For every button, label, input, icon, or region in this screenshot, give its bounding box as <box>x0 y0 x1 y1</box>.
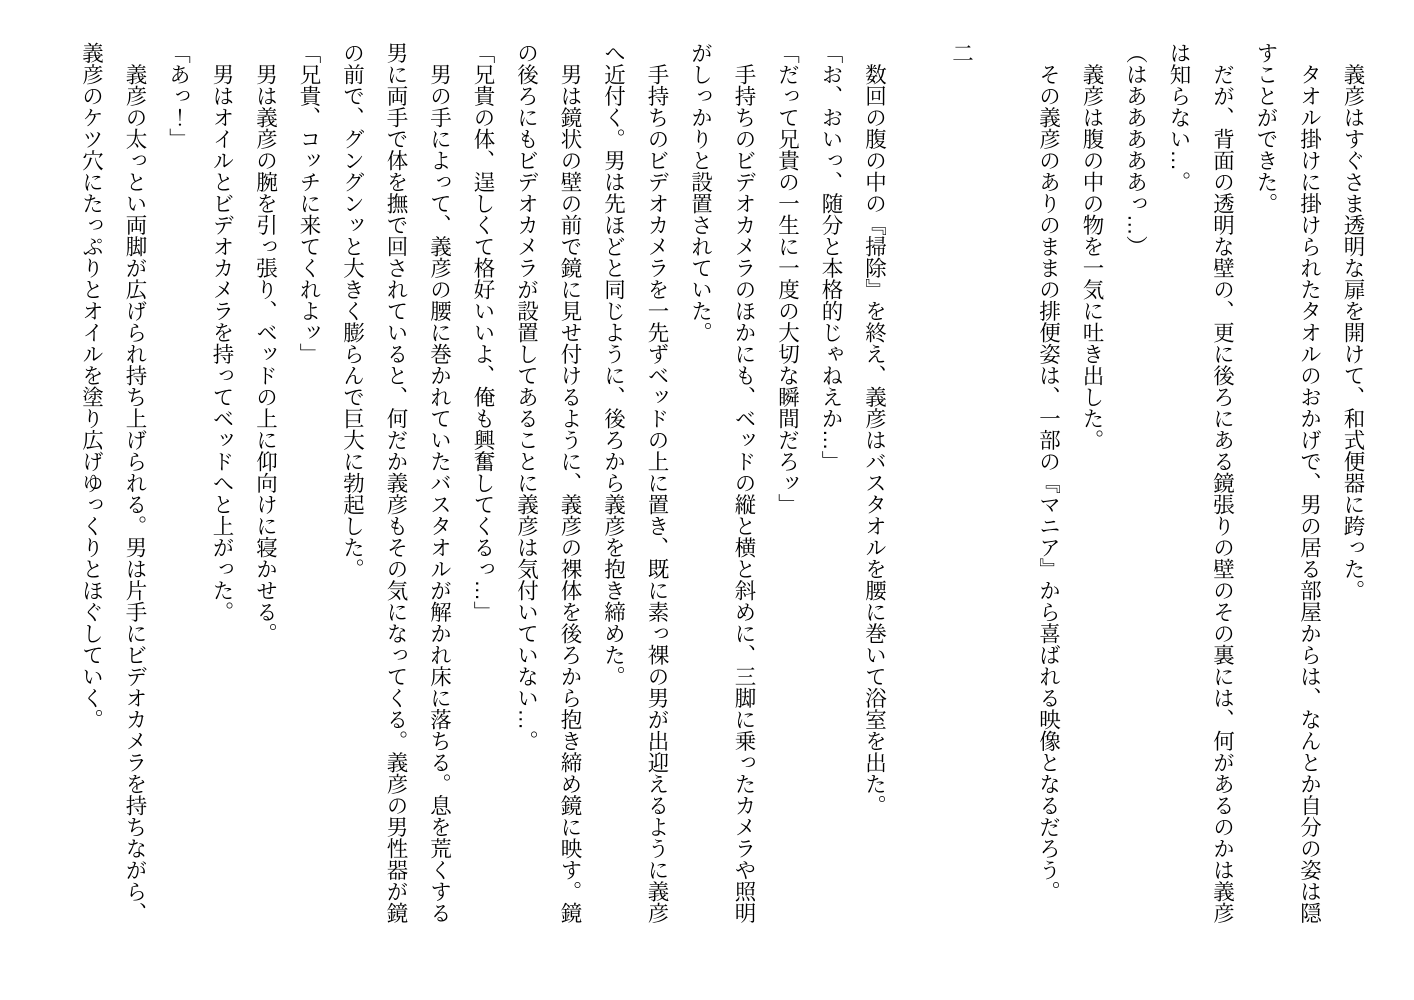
text-line: へ近付く。男は先ほどと同じように、後ろから義彦を抱き締めた。 <box>601 42 626 687</box>
text-line: 男は義彦の腕を引っ張り、ベッドの上に仰向けに寝かせる。 <box>253 42 278 644</box>
text-line: （はあああああっ…） <box>1123 42 1148 257</box>
text-line: その義彦のありのままの排便姿は、一部の『マニア』から喜ばれる映像となるだろう。 <box>1036 42 1061 902</box>
text-line: 義彦はすぐさま透明な扉を開けて、和式便器に跨った。 <box>1341 42 1365 601</box>
text-line: 手持ちのビデオカメラのほかにも、ベッドの縦と横と斜めに、三脚に乗ったカメラや照明 <box>732 42 756 924</box>
text-line: 「兄貴、コッチに来てくれよッ」 <box>297 42 321 365</box>
text-line: 男は鏡状の壁の前で鏡に見せ付けるように、義彦の裸体を後ろから抱き締め鏡に映す。鏡 <box>558 42 582 924</box>
text-line: 手持ちのビデオカメラを一先ずベッドの上に置き、既に素っ裸の男が出迎えるように義彦 <box>645 42 669 924</box>
text-line: 「兄貴の体、逞しくて格好いいよ、俺も興奮してくるっ…」 <box>471 42 495 623</box>
text-line: がしっかりと設置されていた。 <box>688 42 713 343</box>
text-line: 「だって兄貴の一生に一度の大切な瞬間だろッ」 <box>775 42 800 515</box>
text-line: 「あっ！」 <box>166 42 191 150</box>
blank-line <box>896 42 940 968</box>
text-line: すことができた。 <box>1254 42 1278 214</box>
text-line: 男の手によって、義彦の腰に巻かれていたバスタオルが解かれ床に落ちる。息を荒くする <box>427 42 452 924</box>
text-line: 「お、おいっ、随分と本格的じゃねえか…」 <box>819 42 843 472</box>
blank-line <box>983 42 1027 968</box>
text-line: 義彦のケツ穴にたっぷりとオイルを塗り広げゆっくりとほぐしていく。 <box>79 42 104 730</box>
text-line: の前で、グングンッと大きく膨らんで巨大に勃起した。 <box>340 42 365 580</box>
text-line: 義彦の太っとい両脚が広げられ持ち上げられる。男は片手にビデオカメラを持ちながら、 <box>123 42 147 924</box>
text-line: は知らない…。 <box>1167 42 1191 193</box>
text-line: 男に両手で体を撫で回されていると、何だか義彦もその気になってくる。義彦の男性器が鏡 <box>384 42 408 924</box>
text-line: 義彦は腹の中の物を一気に吐き出した。 <box>1080 42 1104 451</box>
chapter-heading: 二 <box>949 42 974 64</box>
text-line: タオル掛けに掛けられたタオルのおかげで、男の居る部屋からは、なんとか自分の姿は隠 <box>1297 42 1322 924</box>
text-line: だが、背面の透明な壁の、更に後ろにある鏡張りの壁のその裏には、何があるのかは義彦 <box>1210 42 1235 924</box>
text-line: 数回の腹の中の『掃除』を終え、義彦はバスタオルを腰に巻いて浴室を出た。 <box>862 42 887 816</box>
text-line: 男はオイルとビデオカメラを持ってベッドへと上がった。 <box>210 42 234 623</box>
text-line: の後ろにもビデオカメラが設置してあることに義彦は気付いていない…。 <box>514 42 539 752</box>
